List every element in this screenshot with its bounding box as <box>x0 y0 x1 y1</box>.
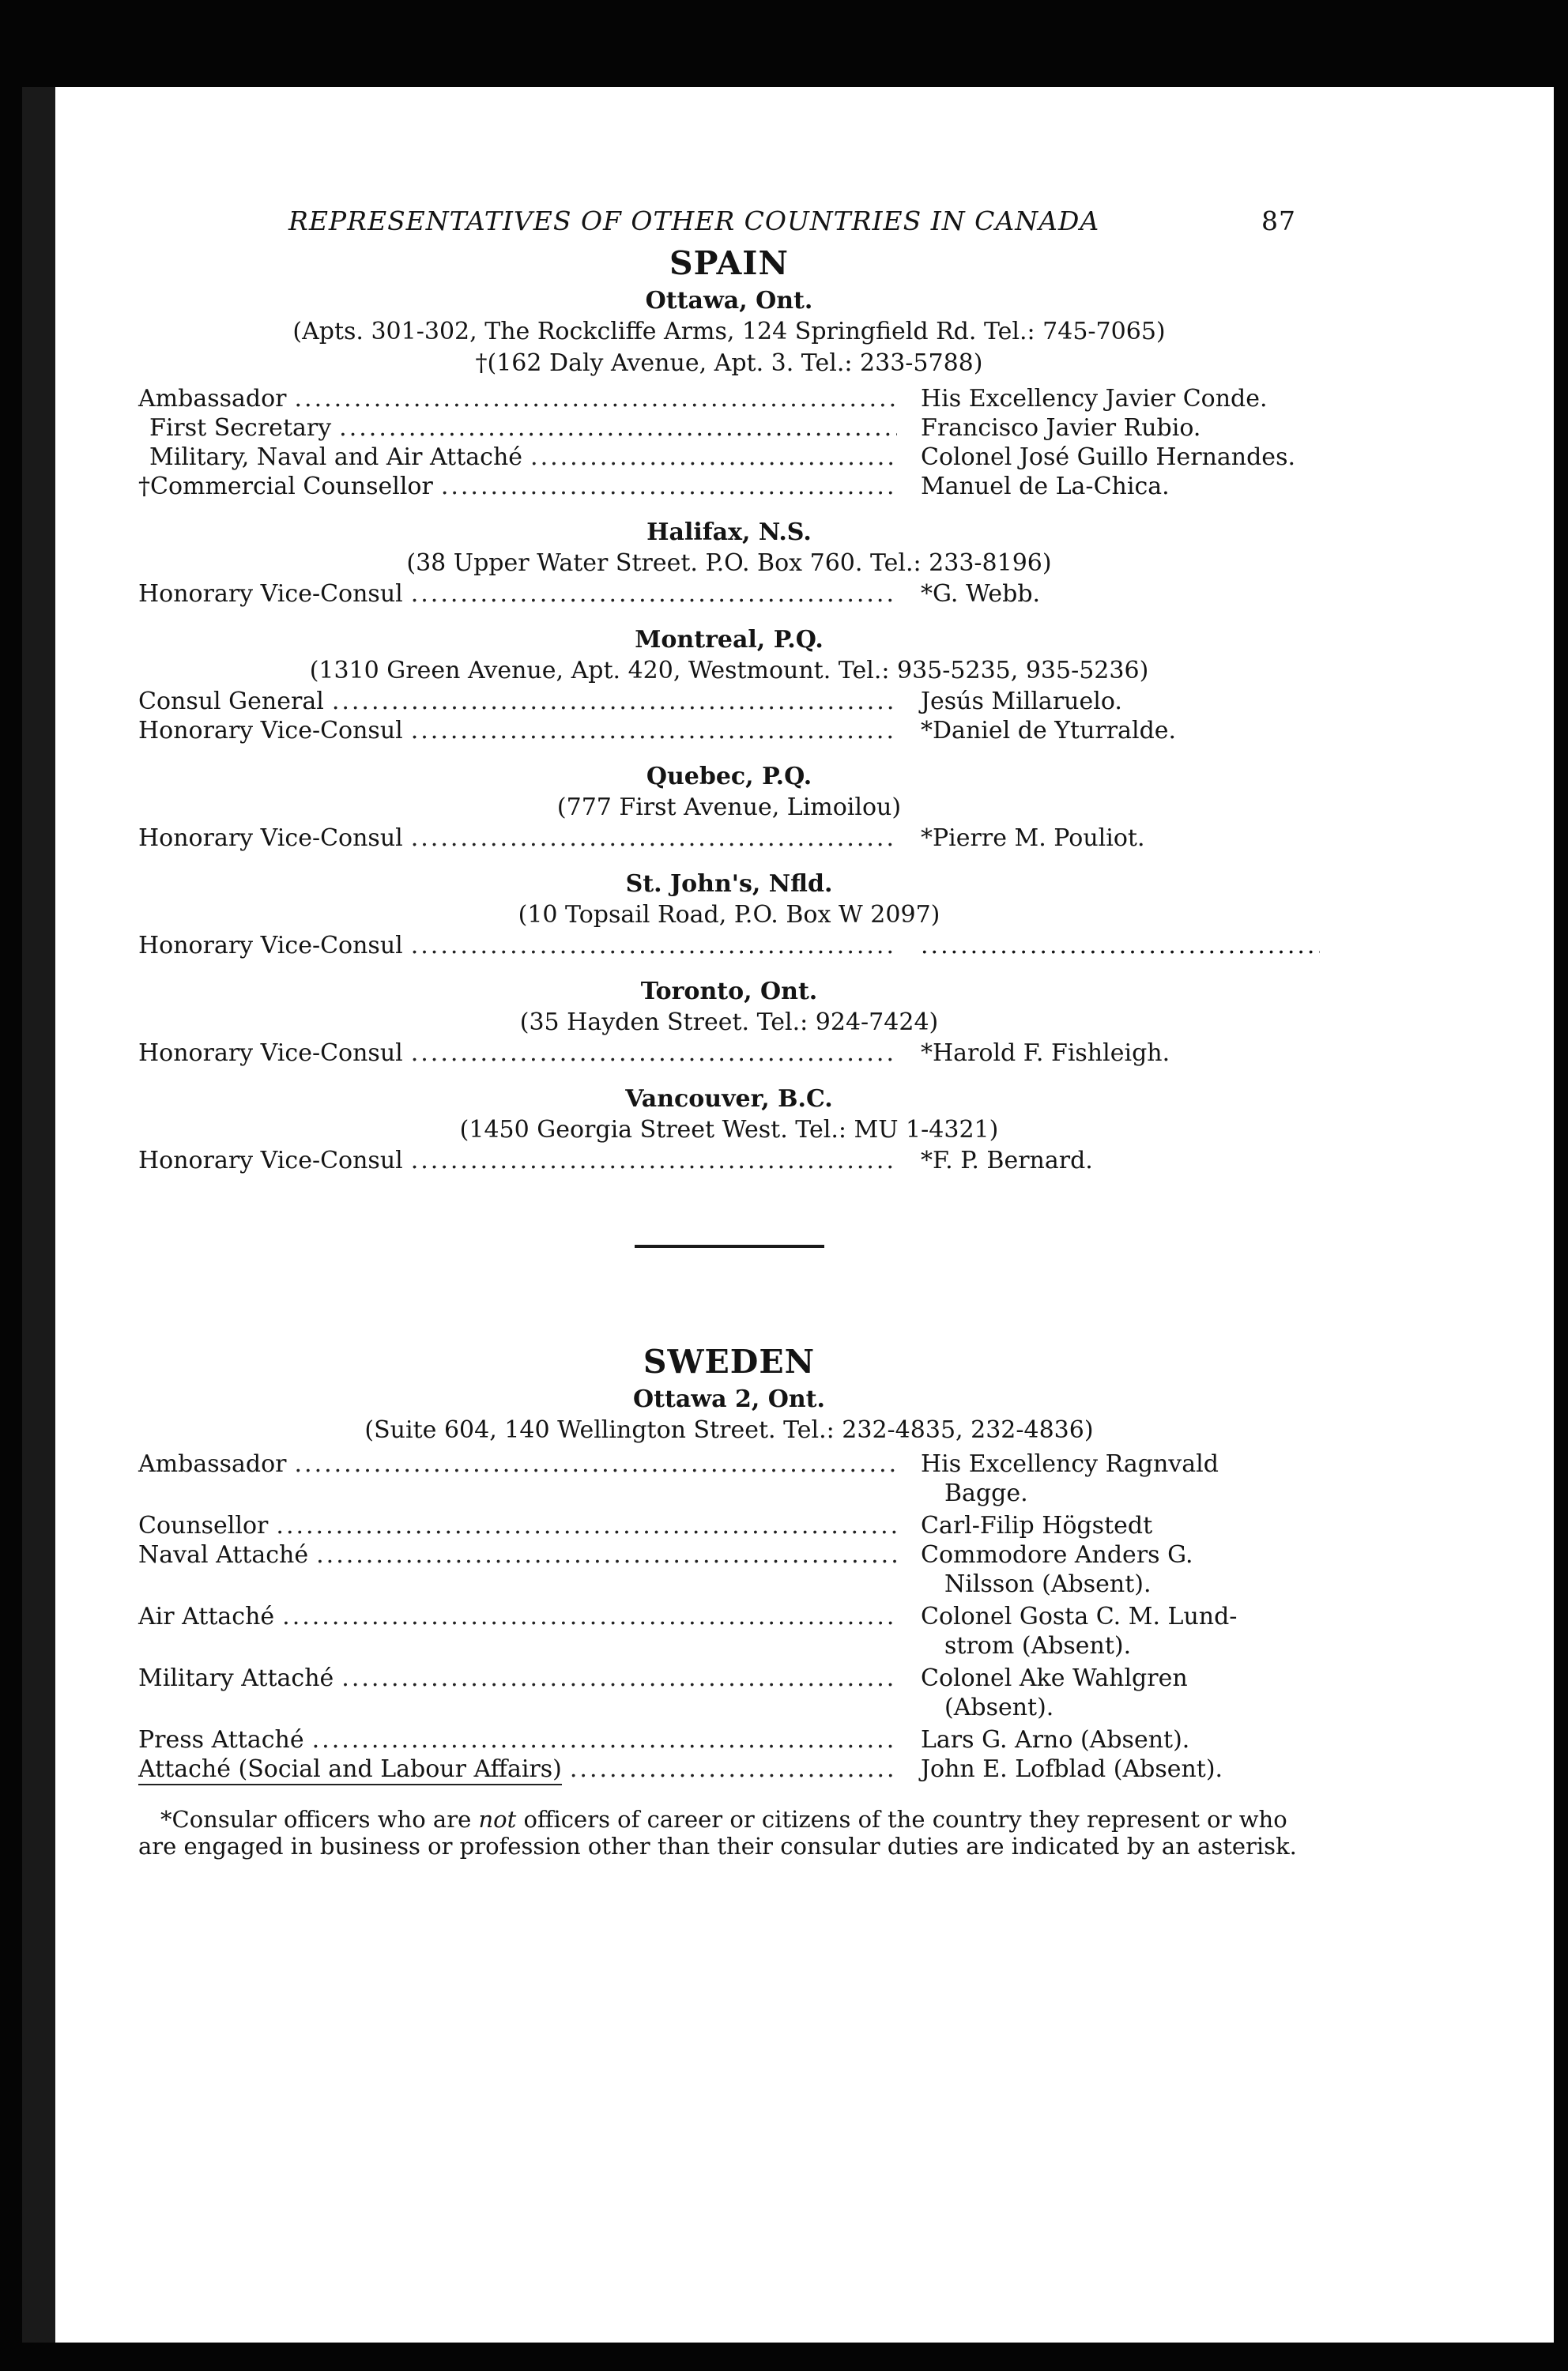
scan-spine-shadow <box>22 87 55 2343</box>
scan-border-bottom <box>0 2343 1568 2371</box>
officer-name <box>905 1664 1320 1722</box>
post-spain-quebec <box>138 763 1320 853</box>
officer-name: *Harold F. Fishleigh. <box>921 1039 1170 1067</box>
city-heading: Halifax, N.S. <box>646 518 812 546</box>
country-heading-spain: SPAIN <box>669 244 789 282</box>
dot-leader <box>282 1602 897 1631</box>
role-label: Ambassador <box>138 1450 287 1478</box>
address-line: †(162 Daly Avenue, Apt. 3. Tel.: 233-5788) <box>475 349 983 377</box>
dot-leader <box>411 931 897 960</box>
staff-row <box>138 687 1320 716</box>
city-heading: Vancouver, B.C. <box>625 1085 833 1113</box>
dot-leader <box>332 687 897 716</box>
address-line: (38 Upper Water Street. P.O. Box 760. Tel.: 233-8196) <box>406 549 1052 577</box>
officer-name: Lars G. Arno (Absent). <box>921 1726 1190 1754</box>
city-heading: Toronto, Ont. <box>640 978 818 1005</box>
running-head-title: REPRESENTATIVES OF OTHER COUNTRIES IN CANADA <box>288 205 1100 236</box>
address-line: (Suite 604, 140 Wellington Street. Tel.: 232-4835, 232-4836) <box>364 1416 1094 1444</box>
dot-leader <box>316 1540 897 1570</box>
dot-leader <box>530 443 897 472</box>
officer-name: Francisco Javier Rubio. <box>921 414 1201 442</box>
city-heading: Quebec, P.Q. <box>646 763 812 790</box>
scan-border-right <box>1554 0 1568 2371</box>
post-spain-toronto <box>138 978 1320 1068</box>
officer-name: Manuel de La-Chica. <box>921 473 1170 500</box>
dot-leader <box>411 1146 897 1175</box>
officer-name-line: Commodore Anders G. <box>921 1541 1193 1569</box>
staff-row <box>138 1755 1320 1785</box>
officer-name: *F. P. Bernard. <box>921 1147 1093 1174</box>
page-number: 87 <box>1261 205 1296 236</box>
post-spain-st-johns <box>138 870 1320 960</box>
staff-row <box>138 1449 1320 1508</box>
dot-leader <box>295 1449 898 1479</box>
dot-leader <box>312 1725 897 1755</box>
dot-leader <box>411 1038 897 1068</box>
staff-row <box>138 1664 1320 1722</box>
officer-name: John E. Lofblad (Absent). <box>921 1755 1223 1783</box>
officer-name-continuation: Nilsson (Absent). <box>944 1570 1152 1598</box>
role-label: First Secretary <box>149 414 332 442</box>
role-label: Honorary Vice-Consul <box>138 932 403 959</box>
officer-name-continuation: Bagge. <box>944 1480 1028 1507</box>
address-line: (1310 Green Avenue, Apt. 420, Westmount. Tel.: 935-5235, 935-5236) <box>309 657 1149 684</box>
officer-name: His Excellency Javier Conde. <box>921 385 1268 413</box>
staff-row <box>138 1146 1320 1175</box>
role-label: †Commercial Counsellor <box>138 473 433 500</box>
address-line: (777 First Avenue, Limoilou) <box>556 793 902 821</box>
officer-name-continuation: (Absent). <box>944 1694 1054 1721</box>
role-label: Honorary Vice-Consul <box>138 1039 403 1067</box>
dot-leader <box>411 824 897 853</box>
post-spain-halifax <box>138 518 1320 609</box>
officer-name: *G. Webb. <box>921 580 1041 608</box>
role-label: Honorary Vice-Consul <box>138 1147 403 1174</box>
role-label: Honorary Vice-Consul <box>138 580 403 608</box>
officer-name-line: Colonel Ake Wahlgren <box>921 1664 1188 1692</box>
dot-leader <box>341 1664 897 1693</box>
staff-row <box>138 1540 1320 1599</box>
country-heading-sweden: SWEDEN <box>643 1343 816 1381</box>
dot-leader <box>411 716 897 745</box>
officer-name <box>905 1540 1320 1599</box>
officer-name <box>905 1449 1320 1508</box>
staff-row <box>138 579 1320 609</box>
scan-border-left <box>0 0 22 2371</box>
post-spain-montreal <box>138 626 1320 745</box>
staff-row <box>138 824 1320 853</box>
staff-row <box>138 931 1320 960</box>
role-label: Air Attaché <box>138 1603 275 1630</box>
officer-name-line: Colonel Gosta C. M. Lund- <box>921 1603 1238 1630</box>
vacant-name-leader <box>905 931 1320 960</box>
officer-name <box>905 1602 1320 1660</box>
dot-leader <box>339 413 897 443</box>
dot-leader <box>276 1511 897 1540</box>
role-label: Honorary Vice-Consul <box>138 717 403 744</box>
role-label: Honorary Vice-Consul <box>138 824 403 852</box>
staff-row <box>138 1038 1320 1068</box>
post-spain-vancouver <box>138 1085 1320 1175</box>
staff-row <box>138 716 1320 745</box>
staff-row <box>138 1725 1320 1755</box>
officer-name: Jesús Millaruelo. <box>921 688 1122 715</box>
role-label: Press Attaché <box>138 1726 304 1754</box>
address-line: (Apts. 301-302, The Rockcliffe Arms, 124 Springfield Rd. Tel.: 745-7065) <box>292 318 1166 345</box>
dot-leader <box>411 579 897 609</box>
dot-leader <box>570 1755 897 1785</box>
footnote: *Consular officers who are not officers of career or citizens of the country they represent or who are engaged in business or profession other than their consular duties are indicated by an asterisk. <box>138 1806 1297 1860</box>
officer-name-continuation: strom (Absent). <box>944 1632 1132 1660</box>
role-label: Military, Naval and Air Attaché <box>149 443 523 471</box>
role-label: Ambassador <box>138 385 287 413</box>
staff-row <box>138 1511 1320 1540</box>
address-line: (10 Topsail Road, P.O. Box W 2097) <box>518 901 940 929</box>
post-sweden-ottawa <box>138 1385 1320 1785</box>
address-line: (1450 Georgia Street West. Tel.: MU 1-4321) <box>459 1116 999 1144</box>
section-divider <box>635 1245 824 1248</box>
officer-name-line: His Excellency Ragnvald <box>921 1450 1219 1478</box>
staff-row <box>138 443 1320 472</box>
dot-leader <box>441 472 897 501</box>
staff-row <box>138 413 1320 443</box>
scan-border-top <box>0 0 1568 87</box>
staff-row <box>138 384 1320 413</box>
dot-leader <box>295 384 898 413</box>
officer-name: Carl-Filip Högstedt <box>921 1512 1153 1540</box>
role-label: Counsellor <box>138 1512 269 1540</box>
staff-row <box>138 472 1320 501</box>
city-heading: Montreal, P.Q. <box>635 626 824 654</box>
officer-name: *Daniel de Yturralde. <box>921 717 1177 744</box>
role-label: Consul General <box>138 688 324 715</box>
city-heading: St. John's, Nfld. <box>625 870 833 898</box>
staff-row <box>138 1602 1320 1660</box>
officer-name: *Pierre M. Pouliot. <box>921 824 1145 852</box>
running-head <box>138 205 1320 236</box>
post-spain-ottawa <box>138 287 1320 501</box>
document-page <box>138 205 1320 1860</box>
address-line: (35 Hayden Street. Tel.: 924-7424) <box>519 1008 939 1036</box>
officer-name: Colonel José Guillo Hernandes. <box>921 443 1295 471</box>
role-label: Naval Attaché <box>138 1541 309 1569</box>
role-label: Military Attaché <box>138 1664 334 1692</box>
role-label: Attaché (Social and Labour Affairs) <box>138 1755 562 1785</box>
city-heading: Ottawa 2, Ont. <box>632 1385 825 1413</box>
city-heading: Ottawa, Ont. <box>645 287 813 315</box>
